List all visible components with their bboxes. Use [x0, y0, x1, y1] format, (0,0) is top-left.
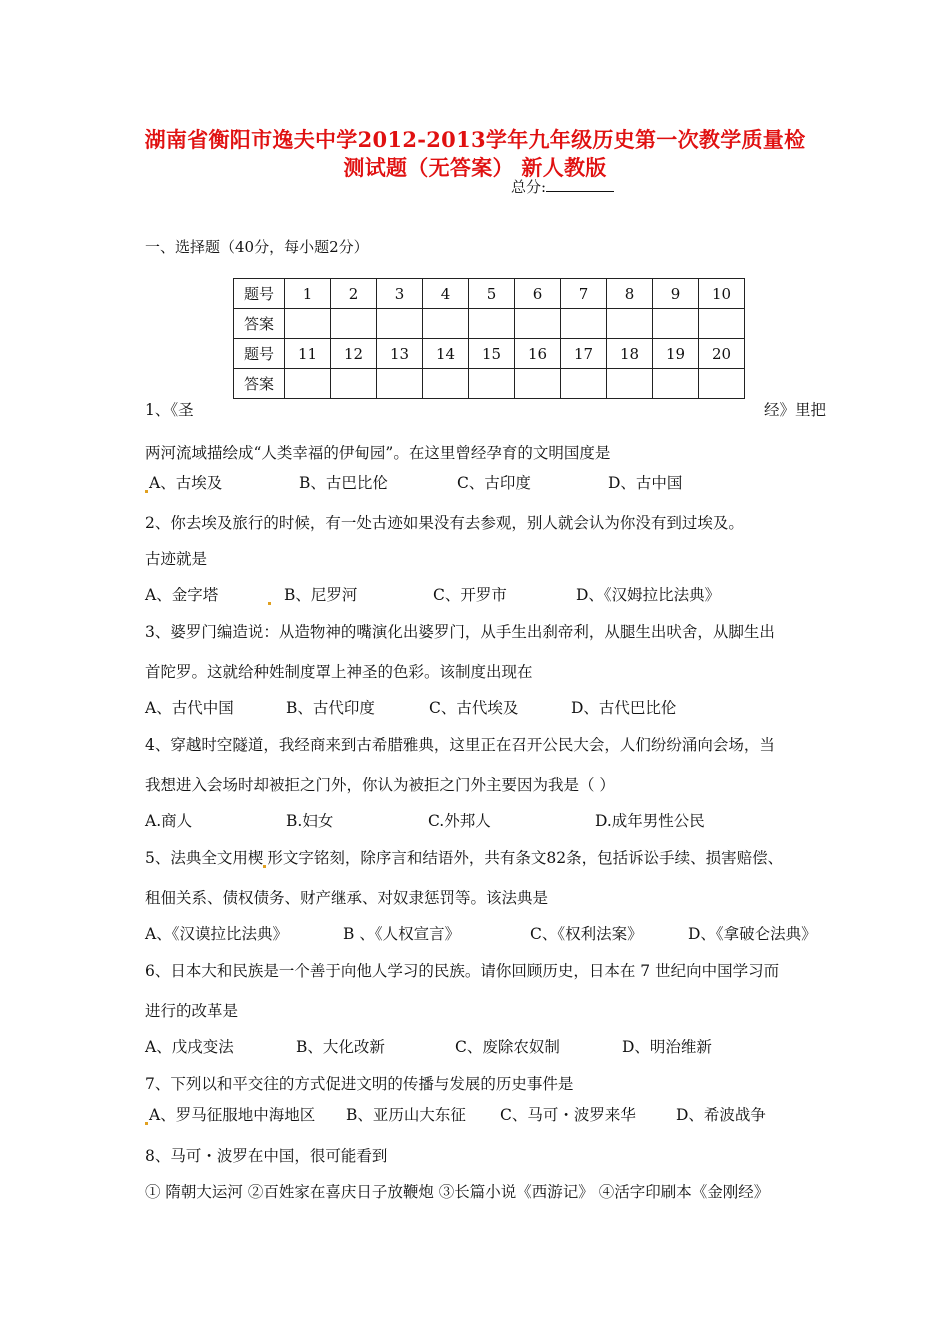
q2-option-b[interactable]	[268, 583, 357, 605]
q5-option-b[interactable]: B 、《人权宣言》	[343, 925, 461, 943]
answer-cell[interactable]	[699, 369, 745, 399]
table-cell: 10	[699, 279, 745, 309]
table-cell: 答案	[234, 309, 285, 339]
question-8-line1: 8、马可・波罗在中国，很可能看到	[145, 1147, 388, 1165]
q5-option-d[interactable]: D、《拿破仑法典》	[688, 925, 817, 943]
answer-cell[interactable]	[377, 309, 423, 339]
question-3-line2: 首陀罗。这就给种姓制度罩上神圣的色彩。该制度出现在	[145, 663, 533, 681]
doc-title-line2: 测试题（无答案） 新人教版	[343, 155, 607, 180]
table-cell: 18	[607, 339, 653, 369]
answer-cell[interactable]	[561, 369, 607, 399]
question-4-line1: 4、穿越时空隧道，我经商来到古希腊雅典，这里正在召开公民大会，人们纷纷涌向会场，当	[145, 736, 775, 754]
q2-option-c[interactable]: C、开罗市	[433, 586, 507, 604]
table-cell: 1	[285, 279, 331, 309]
q1-option-a[interactable]	[145, 471, 222, 493]
q1-option-b[interactable]: B、古巴比伦	[299, 474, 388, 492]
question-8-line2: ① 隋朝大运河 ②百姓家在喜庆日子放鞭炮 ③长篇小说《西游记》 ④活字印刷本《金刚经》	[145, 1183, 770, 1201]
option-label: A、罗马征服地中海地区	[149, 1106, 316, 1124]
question-3-line1: 3、婆罗门编造说：从造物神的嘴演化出婆罗门，从手生出刹帝利，从腿生出吠舍，从脚生出	[145, 623, 775, 641]
question-2-line2: 古迹就是	[145, 550, 208, 568]
q2-option-d[interactable]: D、《汉姆拉比法典》	[576, 586, 721, 604]
table-cell: 答案	[234, 369, 285, 399]
q4-option-c[interactable]: C.外邦人	[428, 812, 491, 830]
marker-icon	[268, 602, 271, 605]
answer-cell[interactable]	[469, 309, 515, 339]
table-cell: 2	[331, 279, 377, 309]
table-cell: 19	[653, 339, 699, 369]
q4-option-a[interactable]: A.商人	[145, 812, 193, 830]
question-6-line1: 6、日本大和民族是一个善于向他人学习的民族。请你回顾历史，日本在 7 世纪向中国学习而	[145, 962, 780, 980]
q3-option-c[interactable]: C、古代埃及	[429, 699, 519, 717]
table-row	[234, 339, 745, 369]
marker-icon	[263, 865, 266, 868]
table-cell: 20	[699, 339, 745, 369]
table-row	[234, 369, 745, 399]
answer-cell[interactable]	[607, 369, 653, 399]
table-cell: 8	[607, 279, 653, 309]
question-1-line2: 两河流域描绘成“人类幸福的伊甸园”。在这里曾经孕育的文明国度是	[145, 444, 611, 462]
q4-option-d[interactable]: D.成年男性公民	[595, 812, 705, 830]
answer-cell[interactable]	[423, 369, 469, 399]
q6-option-b[interactable]: B、大化改新	[296, 1038, 385, 1056]
q4-option-b[interactable]: B.妇女	[286, 812, 334, 830]
q6-option-c[interactable]: C、废除农奴制	[455, 1038, 560, 1056]
question-2-line1: 2、你去埃及旅行的时候，有一处古迹如果没有去参观，别人就会认为你没有到过埃及。	[145, 514, 744, 532]
answer-cell[interactable]	[423, 309, 469, 339]
question-1-suffix: 经》里把	[764, 401, 827, 419]
q6-option-a[interactable]: A、戊戌变法	[145, 1038, 234, 1056]
answer-cell[interactable]	[699, 309, 745, 339]
question-7-line1: 7、下列以和平交往的方式促进文明的传播与发展的历史事件是	[145, 1075, 574, 1093]
answer-cell[interactable]	[515, 309, 561, 339]
doc-title-line1: 湖南省衡阳市逸夫中学2012-2013学年九年级历史第一次教学质量检	[144, 127, 806, 152]
table-cell: 3	[377, 279, 423, 309]
table-cell: 5	[469, 279, 515, 309]
table-cell: 12	[331, 339, 377, 369]
table-cell: 6	[515, 279, 561, 309]
answer-cell[interactable]	[285, 309, 331, 339]
total-score-label: 总分:	[511, 178, 547, 196]
answer-cell[interactable]	[331, 369, 377, 399]
answer-table	[233, 278, 745, 399]
table-cell: 15	[469, 339, 515, 369]
question-5-line2: 租佃关系、债权债务、财产继承、对奴隶惩罚等。该法典是	[145, 889, 549, 907]
table-cell: 13	[377, 339, 423, 369]
q5-option-a[interactable]: A、《汉谟拉比法典》	[145, 925, 288, 943]
question-4-line2: 我想进入会场时却被拒之门外，你认为被拒之门外主要因为我是（ ）	[145, 776, 615, 794]
table-row	[234, 279, 745, 309]
q7-option-d[interactable]: D、希波战争	[676, 1106, 766, 1124]
q1-option-d[interactable]: D、古中国	[608, 474, 683, 492]
q1-option-c[interactable]: C、古印度	[457, 474, 531, 492]
answer-cell[interactable]	[607, 309, 653, 339]
table-cell: 7	[561, 279, 607, 309]
q2-option-a[interactable]: A、金字塔	[145, 586, 219, 604]
table-cell: 题号	[234, 339, 285, 369]
answer-cell[interactable]	[285, 369, 331, 399]
answer-cell[interactable]	[515, 369, 561, 399]
answer-cell[interactable]	[469, 369, 515, 399]
table-cell: 16	[515, 339, 561, 369]
table-cell: 11	[285, 339, 331, 369]
q3-option-b[interactable]: B、古代印度	[286, 699, 375, 717]
table-cell: 17	[561, 339, 607, 369]
answer-cell[interactable]	[331, 309, 377, 339]
question-5-line1	[145, 846, 783, 868]
q7-option-a[interactable]	[145, 1103, 315, 1125]
section-heading: 一、选择题（40分，每小题2分）	[145, 238, 369, 256]
table-cell: 4	[423, 279, 469, 309]
answer-cell[interactable]	[377, 369, 423, 399]
option-label: B、尼罗河	[284, 586, 358, 604]
table-cell: 9	[653, 279, 699, 309]
marker-icon	[145, 1122, 148, 1125]
question-6-line2: 进行的改革是	[145, 1002, 239, 1020]
table-cell: 14	[423, 339, 469, 369]
question-text: 形文字铭刻，除序言和结语外，共有条文82条，包括诉讼手续、损害赔偿、	[267, 849, 784, 867]
q3-option-d[interactable]: D、古代巴比伦	[571, 699, 677, 717]
table-cell: 题号	[234, 279, 285, 309]
total-score-blank[interactable]	[546, 177, 614, 192]
question-text: 5、法典全文用楔	[145, 849, 264, 867]
q5-option-c[interactable]: C、《权利法案》	[530, 925, 643, 943]
q7-option-b[interactable]: B、亚历山大东征	[346, 1106, 466, 1124]
answer-cell[interactable]	[561, 309, 607, 339]
option-label: A、古埃及	[149, 474, 223, 492]
table-row	[234, 309, 745, 339]
q3-option-a[interactable]: A、古代中国	[145, 699, 234, 717]
q7-option-c[interactable]: C、马可・波罗来华	[500, 1106, 636, 1124]
answer-cell[interactable]	[653, 309, 699, 339]
answer-cell[interactable]	[653, 369, 699, 399]
question-1-prefix: 1、《圣	[145, 401, 194, 419]
q6-option-d[interactable]: D、明治维新	[622, 1038, 712, 1056]
total-score	[511, 176, 614, 197]
marker-icon	[145, 490, 148, 493]
